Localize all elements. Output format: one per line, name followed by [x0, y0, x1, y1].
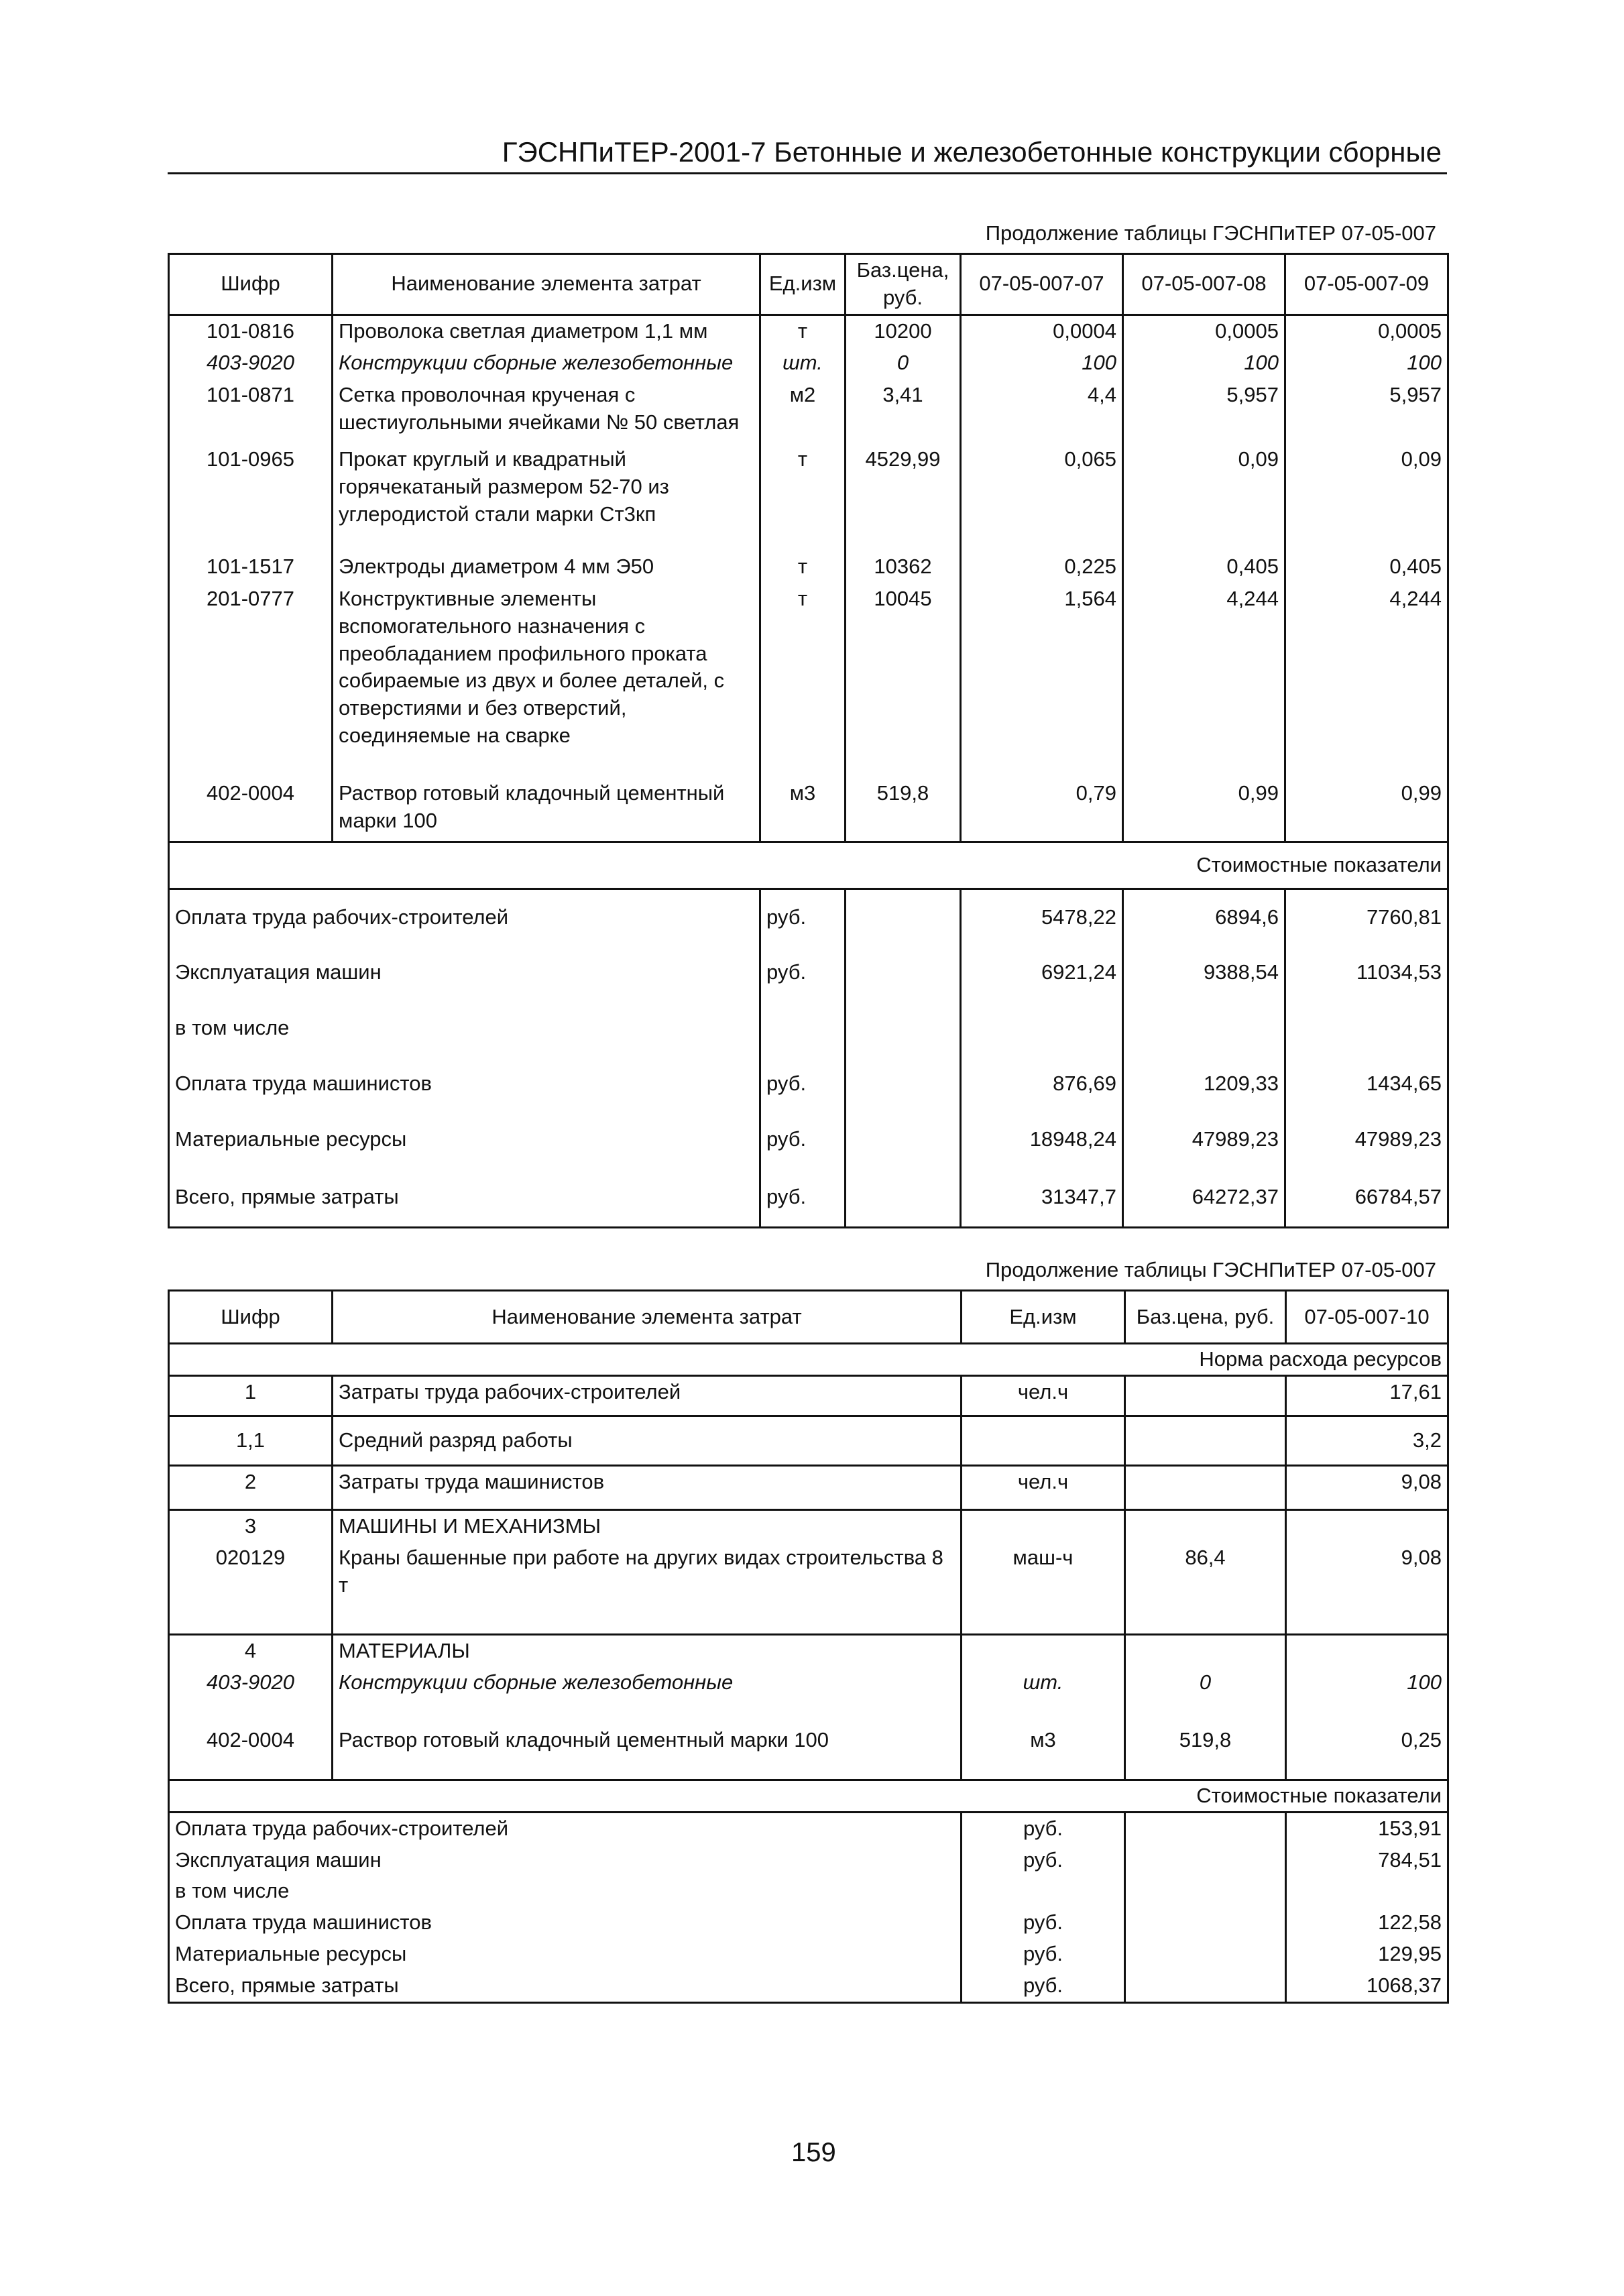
resource-code: 201-0777 [169, 583, 333, 778]
resource-name: Конструкции сборные железобетонные [333, 347, 760, 380]
table-row [169, 1667, 1448, 1725]
resource-value: 17,61 [1286, 1375, 1448, 1416]
cost-unit: руб. [766, 1071, 807, 1095]
header-unit: Ед.изм [760, 254, 846, 315]
resource-unit: шт. [760, 347, 846, 380]
cost-value [1286, 1876, 1448, 1907]
cost-row [169, 945, 1448, 1000]
cost-value: 1068,37 [1286, 1970, 1448, 2002]
resource-name: Раствор готовый кладочный цементный марки 100 [333, 778, 760, 842]
resource-value: 3,2 [1286, 1416, 1448, 1465]
cost-unit [962, 1876, 1125, 1907]
cost-unit: руб. [766, 960, 807, 984]
table-row [169, 778, 1448, 842]
header-unit: Ед.изм [962, 1291, 1125, 1344]
cost-label: Всего, прямые затраты [169, 1970, 962, 2002]
cost-row [169, 889, 1448, 945]
header-col-09: 07-05-007-09 [1285, 254, 1448, 315]
resource-value: 0,09 [1285, 444, 1448, 551]
resource-value: 4,244 [1123, 583, 1285, 778]
resource-unit [962, 1509, 1125, 1542]
resource-table-2 [168, 1289, 1449, 2004]
resource-code: 1,1 [169, 1416, 333, 1465]
cost-value: 1209,33 [1123, 1056, 1285, 1112]
resource-name: Конструктивные элементы вспомогательного назначения с преобладанием профильного проката собираемые из двух и более деталей, с отверстиями и без отверстий, соединяемые на сварке [333, 583, 760, 778]
resource-name: Сетка проволочная крученая с шестиугольными ячейками № 50 светлая [333, 380, 760, 444]
resource-price [1125, 1635, 1286, 1667]
page-header [168, 133, 1447, 174]
cost-value: 129,95 [1286, 1939, 1448, 1970]
resource-value: 100 [1285, 347, 1448, 380]
cost-value: 11034,53 [1285, 945, 1448, 1000]
resource-code: 101-0871 [169, 380, 333, 444]
cost-label: Материальные ресурсы [169, 1939, 962, 1970]
cost-row [169, 1812, 1448, 1844]
resource-value: 0,09 [1123, 444, 1285, 551]
resource-name: Проволока светлая диаметром 1,1 мм [333, 314, 760, 347]
cost-value: 64272,37 [1123, 1167, 1285, 1228]
resource-name: Конструкции сборные железобетонные [333, 1667, 962, 1725]
resource-price [1125, 1416, 1286, 1465]
cost-empty [1125, 1812, 1286, 1844]
header-name: Наименование элемента затрат [333, 254, 760, 315]
cost-label: Оплата труда машинистов [169, 1907, 962, 1939]
cost-unit: руб. [766, 1127, 807, 1151]
resource-value: 9,08 [1286, 1542, 1448, 1635]
cost-section-title: Стоимостные показатели [169, 1780, 1448, 1812]
cost-empty [846, 1167, 961, 1228]
cost-value: 66784,57 [1285, 1167, 1448, 1228]
resource-value: 1,564 [961, 583, 1123, 778]
table2-caption: Продолжение таблицы ГЭСНПиТЕР 07-05-007 [985, 1258, 1436, 1281]
resource-name: Электроды диаметром 4 мм Э50 [333, 551, 760, 583]
cost-value: 876,69 [961, 1056, 1123, 1112]
resource-value: 4,4 [961, 380, 1123, 444]
cost-row [169, 1112, 1448, 1167]
resource-code: 1 [169, 1375, 333, 1416]
table-row [169, 1542, 1448, 1635]
cost-row [169, 1907, 1448, 1939]
cost-value: 31347,7 [961, 1167, 1123, 1228]
resource-value: 9,08 [1286, 1465, 1448, 1509]
resource-price: 519,8 [846, 778, 961, 842]
cost-empty [1125, 1845, 1286, 1876]
cost-row [169, 1000, 1448, 1056]
resource-price [1125, 1465, 1286, 1509]
table1-header-row [169, 254, 1448, 315]
resource-price: 10200 [846, 314, 961, 347]
cost-row [169, 1056, 1448, 1112]
resource-value: 100 [1286, 1667, 1448, 1725]
resource-code: 101-1517 [169, 551, 333, 583]
resource-value: 100 [1123, 347, 1285, 380]
cost-label: Всего, прямые затраты [169, 1167, 760, 1228]
resource-code: 403-9020 [169, 1667, 333, 1725]
cost-value: 5478,22 [961, 889, 1123, 945]
cost-value: 47989,23 [1123, 1112, 1285, 1167]
resource-value: 0,405 [1285, 551, 1448, 583]
resource-price: 86,4 [1125, 1542, 1286, 1635]
resource-unit: чел.ч [962, 1375, 1125, 1416]
resource-unit: т [760, 583, 846, 778]
cost-value: 9388,54 [1123, 945, 1285, 1000]
resource-unit: т [760, 444, 846, 551]
cost-value: 47989,23 [1285, 1112, 1448, 1167]
cost-unit: руб. [962, 1939, 1125, 1970]
cost-value [1285, 1000, 1448, 1056]
resource-table-1 [168, 253, 1449, 1228]
resource-value: 5,957 [1123, 380, 1285, 444]
cost-value: 1434,65 [1285, 1056, 1448, 1112]
table-row [169, 314, 1448, 347]
cost-label: Материальные ресурсы [169, 1112, 760, 1167]
resource-name: Средний разряд работы [333, 1416, 962, 1465]
cost-label: в том числе [169, 1000, 760, 1056]
cost-label: Оплата труда рабочих-строителей [169, 1812, 962, 1844]
table1-caption: Продолжение таблицы ГЭСНПиТЕР 07-05-007 [985, 221, 1436, 245]
table-row [169, 1416, 1448, 1465]
resource-unit: маш-ч [962, 1542, 1125, 1635]
cost-unit: руб. [962, 1970, 1125, 2002]
resource-unit: т [760, 314, 846, 347]
cost-unit: руб. [962, 1845, 1125, 1876]
resource-code: 101-0816 [169, 314, 333, 347]
cost-row [169, 1876, 1448, 1907]
resource-value: 0,065 [961, 444, 1123, 551]
table-row [169, 1465, 1448, 1509]
table-row [169, 347, 1448, 380]
resource-name: Краны башенные при работе на других видах строительства 8 т [333, 1542, 962, 1635]
resource-value: 0,99 [1123, 778, 1285, 842]
cost-section-title: Стоимостные показатели [169, 842, 1448, 889]
resource-value: 0,25 [1286, 1725, 1448, 1780]
cost-unit: руб. [766, 905, 807, 929]
resource-value: 100 [961, 347, 1123, 380]
cost-label: Эксплуатация машин [169, 1845, 962, 1876]
cost-unit: руб. [760, 1167, 846, 1228]
header-price: Баз.цена, руб. [846, 254, 961, 315]
resource-name: Затраты труда машинистов [333, 1465, 962, 1509]
cost-row [169, 1167, 1448, 1228]
section-code: 4 [169, 1635, 333, 1667]
table-row [169, 1635, 1448, 1667]
cost-row [169, 1845, 1448, 1876]
resource-value: 0,0005 [1285, 314, 1448, 347]
resource-value: 5,957 [1285, 380, 1448, 444]
table2-header-row [169, 1291, 1448, 1344]
cost-empty [846, 945, 961, 1000]
cost-empty [846, 1000, 961, 1056]
cost-empty [846, 1112, 961, 1167]
resource-value: 0,0005 [1123, 314, 1285, 347]
cost-empty [1125, 1907, 1286, 1939]
cost-label: Оплата труда рабочих-строителей [169, 889, 760, 945]
cost-unit [760, 1000, 846, 1056]
table-row [169, 1509, 1448, 1542]
resource-price: 0 [846, 347, 961, 380]
resource-price: 3,41 [846, 380, 961, 444]
resource-code: 402-0004 [169, 1725, 333, 1780]
cost-section-header [169, 1780, 1448, 1812]
resource-name: Прокат круглый и квадратный горячекатаный размером 52-70 из углеродистой стали марки Ст3кп [333, 444, 760, 551]
cost-empty [1125, 1939, 1286, 1970]
cost-unit: руб. [962, 1812, 1125, 1844]
resource-value: 0,225 [961, 551, 1123, 583]
section-title: МАТЕРИАЛЫ [333, 1635, 962, 1667]
resource-value: 0,79 [961, 778, 1123, 842]
resource-unit: чел.ч [962, 1465, 1125, 1509]
resource-code: 2 [169, 1465, 333, 1509]
resource-value [1286, 1635, 1448, 1667]
cost-unit: руб. [962, 1907, 1125, 1939]
cost-section-header [169, 842, 1448, 889]
resource-price: 10362 [846, 551, 961, 583]
resource-value: 4,244 [1285, 583, 1448, 778]
cost-value: 784,51 [1286, 1845, 1448, 1876]
resource-value: 0,0004 [961, 314, 1123, 347]
resource-code: 101-0965 [169, 444, 333, 551]
resource-value: 0,405 [1123, 551, 1285, 583]
cost-label: в том числе [169, 1876, 962, 1907]
resource-code: 403-9020 [169, 347, 333, 380]
cost-label: Эксплуатация машин [169, 945, 760, 1000]
cost-value [1123, 1000, 1285, 1056]
resource-unit: м3 [962, 1725, 1125, 1780]
header-price: Баз.цена, руб. [1125, 1291, 1286, 1344]
resource-price: 0 [1125, 1667, 1286, 1725]
resource-unit: м2 [760, 380, 846, 444]
resource-code: 020129 [169, 1542, 333, 1635]
table-row [169, 444, 1448, 551]
cost-value: 6894,6 [1123, 889, 1285, 945]
resource-price [1125, 1375, 1286, 1416]
norm-section-title: Норма расхода ресурсов [169, 1344, 1448, 1376]
header-code: Шифр [169, 254, 333, 315]
resource-code: 402-0004 [169, 778, 333, 842]
resource-name: Затраты труда рабочих-строителей [333, 1375, 962, 1416]
cost-row [169, 1970, 1448, 2002]
page-number: 159 [791, 2138, 836, 2167]
cost-empty [846, 1056, 961, 1112]
cost-value: 153,91 [1286, 1812, 1448, 1844]
header-col-07: 07-05-007-07 [961, 254, 1123, 315]
cost-label: Оплата труда машинистов [169, 1056, 760, 1112]
header-col-10: 07-05-007-10 [1286, 1291, 1448, 1344]
resource-price: 519,8 [1125, 1725, 1286, 1780]
section-title: МАШИНЫ И МЕХАНИЗМЫ [333, 1509, 962, 1542]
resource-unit: шт. [962, 1667, 1125, 1725]
resource-price: 10045 [846, 583, 961, 778]
resource-price: 4529,99 [846, 444, 961, 551]
cost-value: 7760,81 [1285, 889, 1448, 945]
cost-empty [1125, 1970, 1286, 2002]
header-code: Шифр [169, 1291, 333, 1344]
resource-name: Раствор готовый кладочный цементный марки 100 [333, 1725, 962, 1780]
resource-unit [962, 1635, 1125, 1667]
cost-value: 6921,24 [961, 945, 1123, 1000]
resource-unit [962, 1416, 1125, 1465]
norm-section-header [169, 1344, 1448, 1376]
table-row [169, 551, 1448, 583]
header-col-08: 07-05-007-08 [1123, 254, 1285, 315]
cost-value: 122,58 [1286, 1907, 1448, 1939]
cost-value: 18948,24 [961, 1112, 1123, 1167]
cost-row [169, 1939, 1448, 1970]
cost-value [961, 1000, 1123, 1056]
cost-empty [846, 889, 961, 945]
document-title: ГЭСНПиТЕР-2001-7 Бетонные и железобетонные конструкции сборные [502, 136, 1442, 168]
resource-unit: м3 [760, 778, 846, 842]
resource-price [1125, 1509, 1286, 1542]
table-row [169, 380, 1448, 444]
resource-value: 0,99 [1285, 778, 1448, 842]
table-row [169, 1375, 1448, 1416]
cost-empty [1125, 1876, 1286, 1907]
resource-unit: т [760, 551, 846, 583]
resource-value [1286, 1509, 1448, 1542]
table-row [169, 583, 1448, 778]
section-code: 3 [169, 1509, 333, 1542]
header-name: Наименование элемента затрат [333, 1291, 962, 1344]
table-row [169, 1725, 1448, 1780]
